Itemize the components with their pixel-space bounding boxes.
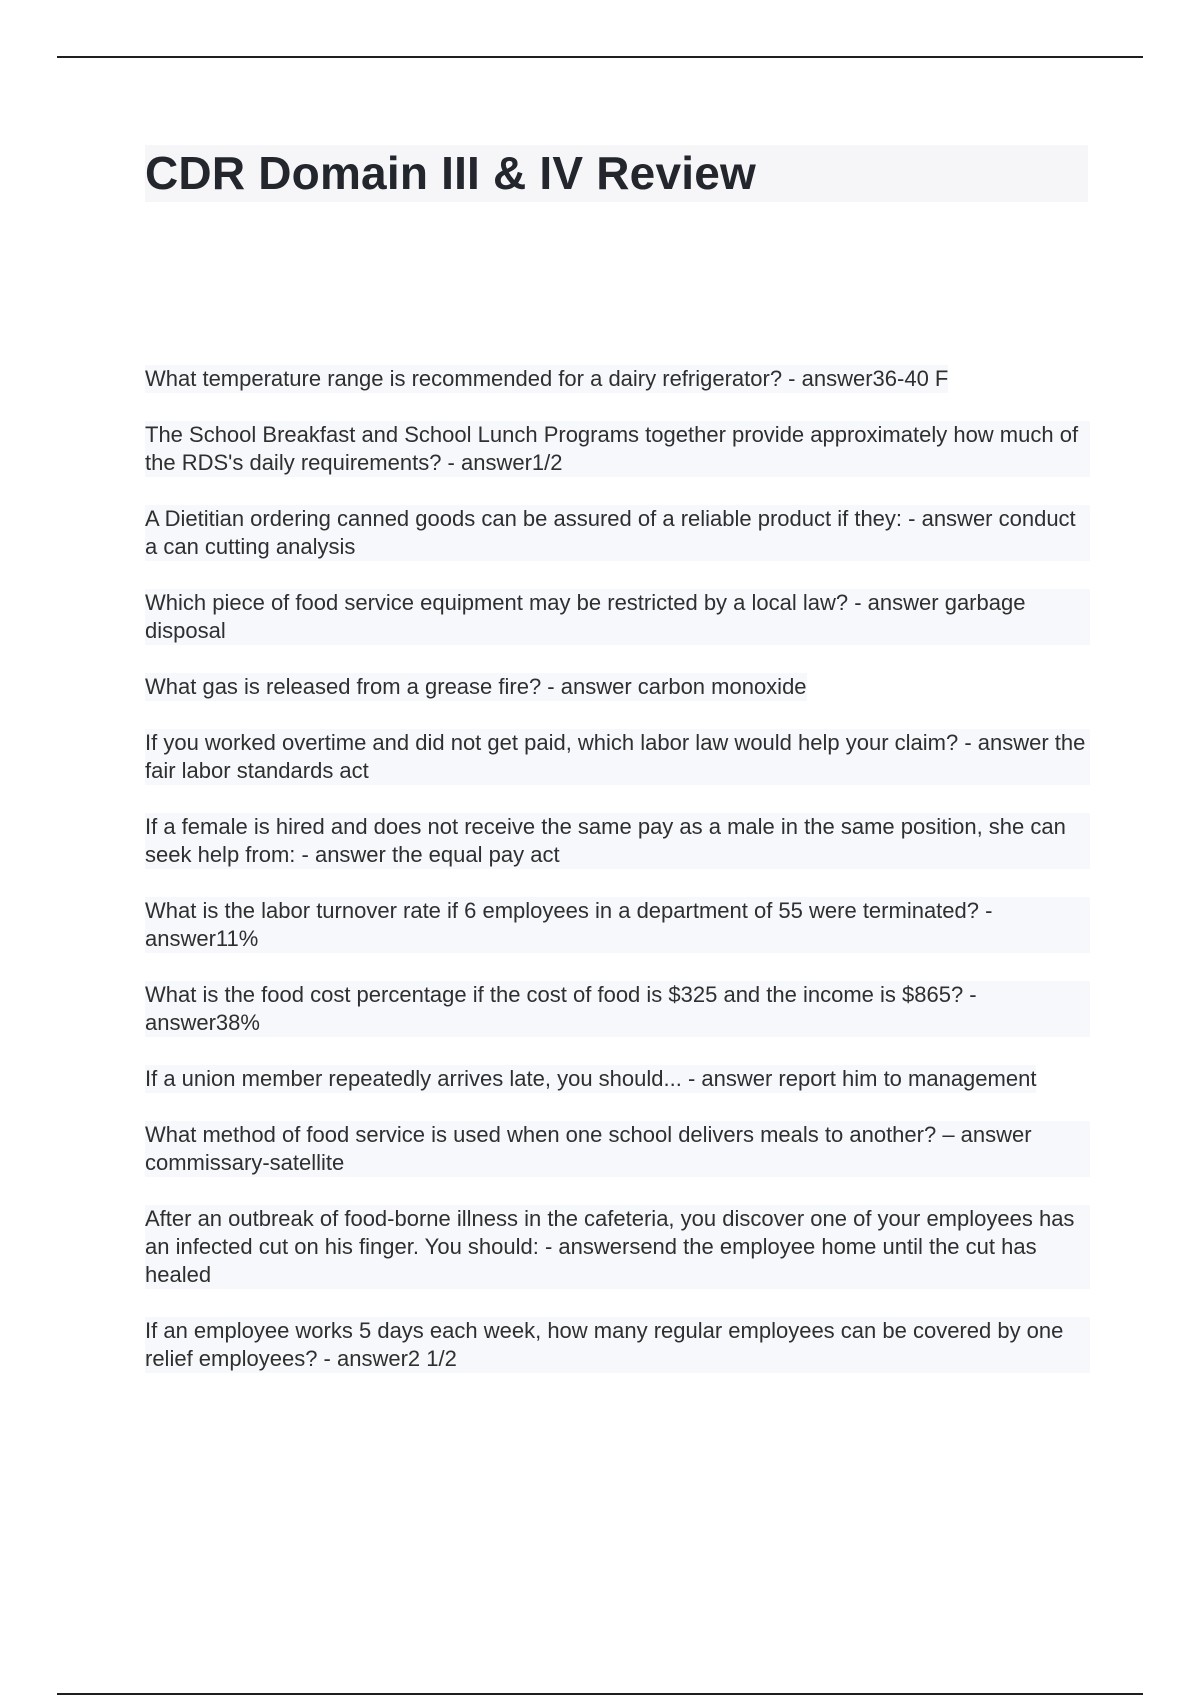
qa-item: After an outbreak of food-borne illness in the cafeteria, you discover one of your employees has an infected cut on his finger. You should: - answersend the employee home until the cut has healed bbox=[145, 1205, 1090, 1289]
qa-item: If a union member repeatedly arrives late, you should... - answer report him to management bbox=[145, 1066, 1037, 1091]
qa-item: Which piece of food service equipment may be restricted by a local law? - answer garbage disposal bbox=[145, 589, 1090, 645]
page-title: CDR Domain III & IV Review bbox=[145, 147, 756, 199]
qa-item: If a female is hired and does not receive the same pay as a male in the same position, she can seek help from: - answer the equal pay act bbox=[145, 813, 1090, 869]
top-divider bbox=[57, 56, 1143, 58]
bottom-divider bbox=[57, 1693, 1143, 1695]
qa-item: What is the food cost percentage if the cost of food is $325 and the income is $865? - answer38% bbox=[145, 981, 1090, 1037]
qa-item: What gas is released from a grease fire? - answer carbon monoxide bbox=[145, 674, 807, 699]
qa-item: What is the labor turnover rate if 6 employees in a department of 55 were terminated? - answer11% bbox=[145, 897, 1090, 953]
qa-item: If you worked overtime and did not get paid, which labor law would help your claim? - answer the fair labor standards act bbox=[145, 729, 1090, 785]
question-answer-list bbox=[145, 365, 1090, 1401]
qa-item: What temperature range is recommended for a dairy refrigerator? - answer36-40 F bbox=[145, 366, 949, 391]
qa-item: What method of food service is used when one school delivers meals to another? – answer commissary-satellite bbox=[145, 1121, 1090, 1177]
qa-item: If an employee works 5 days each week, how many regular employees can be covered by one relief employees? - answer2 1/2 bbox=[145, 1317, 1090, 1373]
qa-item: The School Breakfast and School Lunch Programs together provide approximately how much of the RDS's daily requirements? - answer1/2 bbox=[145, 421, 1090, 477]
title-block bbox=[145, 145, 1088, 202]
qa-item: A Dietitian ordering canned goods can be assured of a reliable product if they: - answer conduct a can cutting analysis bbox=[145, 505, 1090, 561]
